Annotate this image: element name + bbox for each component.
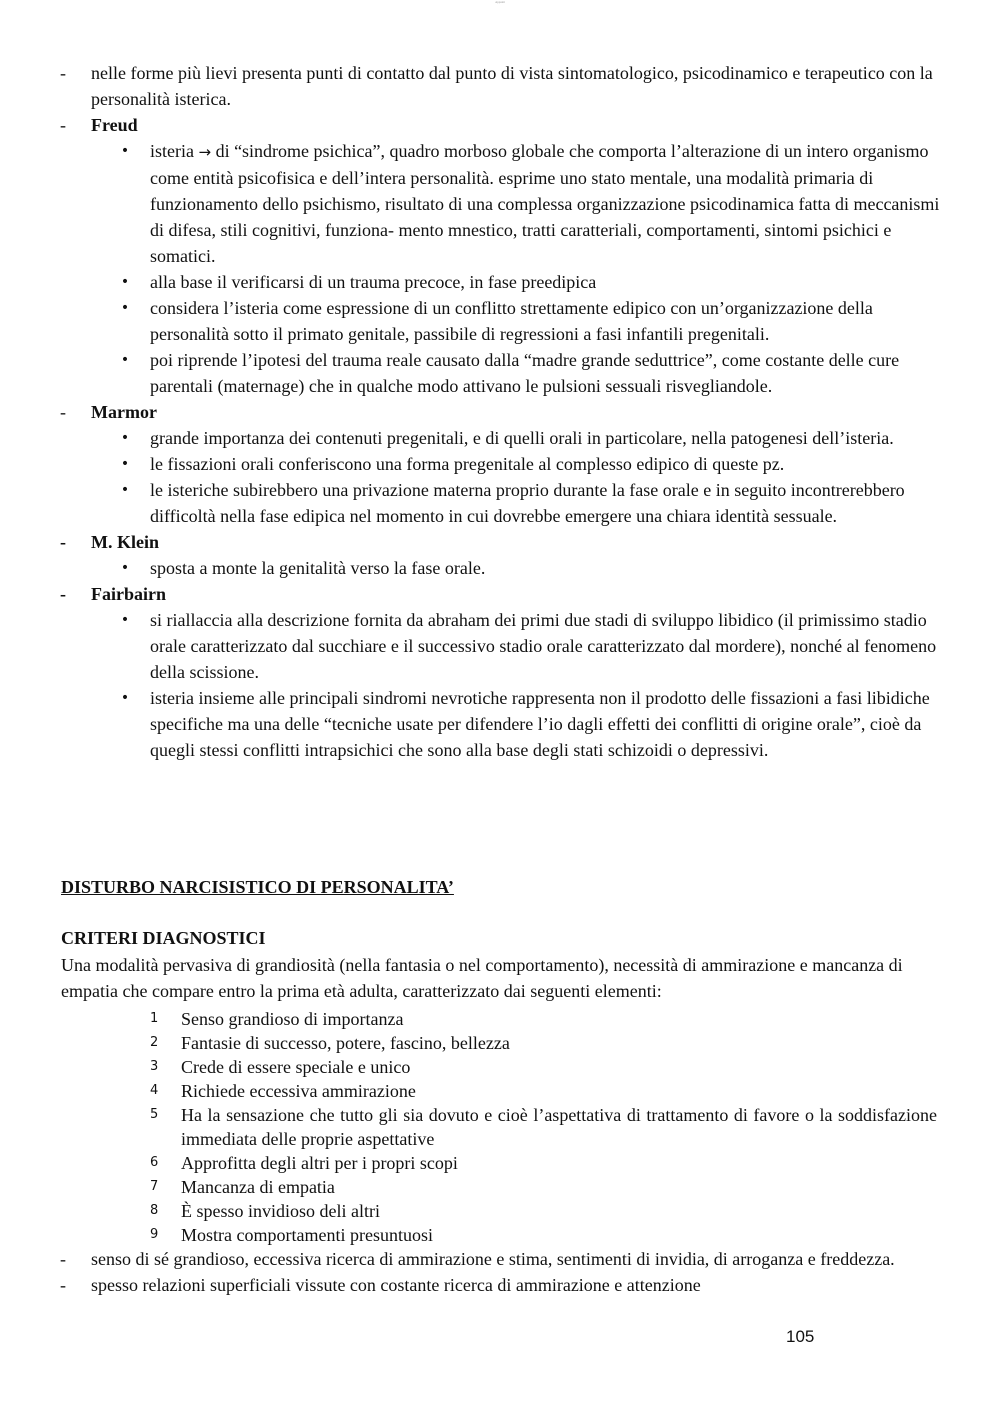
criteria-text: Fantasie di successo, potere, fascino, bellezza	[181, 1033, 510, 1053]
freud-bullets	[0, 138, 1000, 399]
dash-marker: -	[60, 402, 66, 422]
dash-marker: -	[60, 584, 66, 604]
bullet-text: isteria	[150, 141, 194, 161]
bullet-item	[0, 295, 1000, 347]
bullet-text: alla base il verificarsi di un trauma precoce, in fase preedipica	[150, 272, 597, 292]
criteria-text: Crede di essere speciale e unico	[181, 1057, 411, 1077]
author-klein	[0, 529, 1000, 555]
bullet-dot-icon: •	[120, 300, 130, 316]
criteria-item	[0, 1007, 1000, 1031]
list-item-text: nelle forme più lievi presenta punti di contatto dal punto di vista sintomatologico, psicodinamico e terapeutico con la personalità isterica.	[91, 63, 933, 109]
author-heading: Marmor	[91, 402, 157, 422]
dash-marker: -	[60, 1249, 66, 1269]
criteria-item	[0, 1103, 1000, 1151]
list-item	[0, 60, 1000, 112]
dash-marker: -	[60, 1275, 66, 1295]
bullet-dot-icon: •	[120, 274, 130, 290]
bullet-dot-icon: •	[120, 612, 130, 628]
bullet-item	[0, 347, 1000, 399]
bullet-dot-icon: •	[120, 482, 130, 498]
criteria-text: Mancanza di empatia	[181, 1177, 335, 1197]
author-heading: Fairbairn	[91, 584, 166, 604]
section-title: DISTURBO NARCISISTICO DI PERSONALITA’	[61, 877, 454, 897]
bullet-text: le isteriche subirebbero una privazione materna proprio durante la fase orale e in seguito incontrerebbero difficoltà nella fase edipica nel momento in cui dovrebbe emergere una chiara identità sessuale.	[150, 480, 905, 526]
criteria-item	[0, 1175, 1000, 1199]
bullet-item	[0, 555, 1000, 581]
bullet-text: considera l’isteria come espressione di un conflitto strettamente edipico con un’organizzazione della personalità sotto il primato genitale, passibile di regressioni a fasi infantili pregenitali.	[150, 298, 873, 344]
list-item-text: senso di sé grandioso, eccessiva ricerca di ammirazione e stima, sentimenti di invidia, di arroganza e freddezza.	[91, 1249, 895, 1269]
dash-marker: -	[60, 532, 66, 552]
author-freud	[0, 112, 1000, 138]
bullet-item	[0, 138, 1000, 269]
bullet-text: si riallaccia alla descrizione fornita da abraham dei primi due stadi di sviluppo libidico (il primissimo stadio orale caratterizzato dal succhiare e il successivo stadio orale caratterizzato dal mordere), nonché al fenomeno della scissione.	[150, 610, 937, 682]
dash-marker: -	[60, 115, 66, 135]
criteria-number: 2	[150, 1035, 159, 1050]
bullet-text: poi riprende l’ipotesi del trauma reale causato dalla “madre grande seduttrice”, come costante delle cure parentali (maternage) che in qualche modo attivano le pulsioni sessuali risvegliandole.	[150, 350, 900, 396]
bullet-item	[0, 451, 1000, 477]
list-item-text: spesso relazioni superficiali vissute con costante ricerca di ammirazione e attenzione	[91, 1275, 701, 1295]
fairbairn-bullets	[0, 607, 1000, 763]
bullet-text: sposta a monte la genitalità verso la fase orale.	[150, 558, 486, 578]
list-item	[0, 1272, 1000, 1298]
criteria-number: 8	[150, 1203, 159, 1218]
subsection-title: CRITERI DIAGNOSTICI	[61, 928, 266, 948]
author-marmor	[0, 399, 1000, 425]
bullet-dot-icon: •	[120, 143, 130, 159]
list-item	[0, 1246, 1000, 1272]
author-heading: Freud	[91, 115, 138, 135]
criteria-number: 4	[150, 1083, 159, 1098]
bullet-item	[0, 685, 1000, 763]
criteria-number: 7	[150, 1179, 159, 1194]
bullet-item	[0, 425, 1000, 451]
criteria-item	[0, 1223, 1000, 1247]
author-heading: M. Klein	[91, 532, 159, 552]
bullet-item	[0, 477, 1000, 529]
bullet-text: grande importanza dei contenuti pregenitali, e di quelli orali in particolare, nella patogenesi dell’isteria.	[150, 428, 894, 448]
bullet-dot-icon: •	[120, 430, 130, 446]
bullet-item	[0, 607, 1000, 685]
right-arrow-icon: →	[198, 143, 212, 161]
bullet-text-cont: di “sindrome psichica”, quadro morboso globale che comporta l’alterazione di un intero organismo come entità psicofisica e dell’intera personalità. esprime uno stato mentale, una modalità primaria di funzionamento dello psichismo, risultato di una complessa organizzazione psicodinamica fatta di meccanismi di difesa, stili cognitivi, funziona- mento mnestico, tratti caratteriali, comportamenti, sintomi psichici e somatici.	[150, 141, 940, 266]
bullet-dot-icon: •	[120, 690, 130, 706]
criteria-text: Senso grandioso di importanza	[181, 1009, 404, 1029]
criteria-number: 5	[150, 1107, 159, 1122]
criteria-number: 3	[150, 1059, 159, 1074]
criteria-item	[0, 1031, 1000, 1055]
criteria-text: Approfitta degli altri per i propri scopi	[181, 1153, 458, 1173]
criteria-text: Ha la sensazione che tutto gli sia dovuto e cioè l’aspettativa di trattamento di favore o la soddisfazione immediata delle proprie aspettative	[181, 1105, 937, 1149]
narcissism-notes	[0, 1246, 1000, 1298]
bullet-text: le fissazioni orali conferiscono una forma pregenitale al complesso edipico di queste pz.	[150, 454, 785, 474]
klein-bullets	[0, 555, 1000, 581]
criteria-text: Richiede eccessiva ammirazione	[181, 1081, 416, 1101]
bullet-dot-icon: •	[120, 352, 130, 368]
criteria-list	[0, 1007, 1000, 1247]
criteria-item	[0, 1055, 1000, 1079]
bullet-dot-icon: •	[120, 560, 130, 576]
criteria-intro: Una modalità pervasiva di grandiosità (nella fantasia o nel comportamento), necessità di ammirazione e mancanza di empatia che compare entro la prima età adulta, caratterizzato dai seguenti elementi:	[61, 955, 903, 1001]
page-header-mark: Appunti	[495, 0, 505, 4]
criteria-item	[0, 1199, 1000, 1223]
criteria-text: È spesso invidioso deli altri	[181, 1201, 380, 1221]
author-fairbairn	[0, 581, 1000, 607]
criteria-text: Mostra comportamenti presuntuosi	[181, 1225, 433, 1245]
bullet-dot-icon: •	[120, 456, 130, 472]
criteria-number: 9	[150, 1227, 159, 1242]
page-number: 105	[786, 1327, 815, 1346]
criteria-item	[0, 1079, 1000, 1103]
marmor-bullets	[0, 425, 1000, 529]
hysteria-notes	[0, 60, 1000, 763]
bullet-item	[0, 269, 1000, 295]
criteria-number: 6	[150, 1155, 159, 1170]
criteria-number: 1	[150, 1011, 159, 1026]
criteria-item	[0, 1151, 1000, 1175]
bullet-text: isteria insieme alle principali sindromi nevrotiche rappresenta non il prodotto delle fissazioni a fasi libidiche specifiche ma una delle “tecniche usate per difendere l’io dagli effetti dei conflitti di origine orale”, cioè da quegli stessi conflitti intrapsichici che sono alla base degli stati schizoidi o depressivi.	[150, 688, 930, 760]
dash-marker: -	[60, 63, 66, 83]
